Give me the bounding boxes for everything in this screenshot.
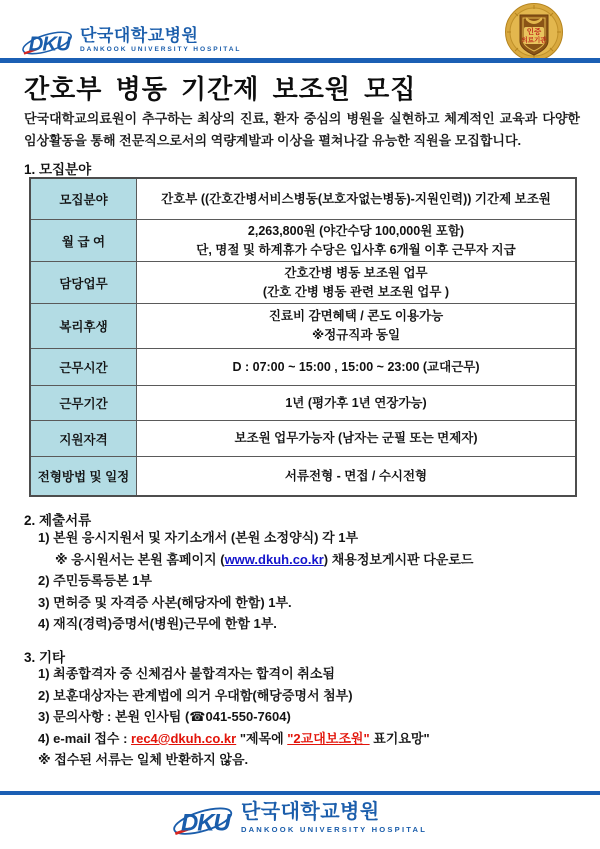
row-value: 간호간병 병동 보조원 업무 xyxy=(284,265,428,280)
accreditation-seal-icon xyxy=(498,3,570,66)
footer-divider xyxy=(0,791,600,795)
table-row xyxy=(31,220,575,262)
row-label: 지원자격 xyxy=(31,421,137,456)
row-label: 근무시간 xyxy=(31,349,137,385)
list-item: 2) 보훈대상자는 관계법에 의거 우대함(해당증명서 첨부) xyxy=(38,687,353,703)
table-row xyxy=(31,304,575,349)
svg-text:DKU: DKU xyxy=(180,809,230,837)
homepage-link[interactable]: www.dkuh.co.kr xyxy=(224,551,324,567)
section1-heading: 1. 모집분야 xyxy=(24,162,92,177)
row-value: (간호 간병 병동 관련 보조원 업무 ) xyxy=(262,284,450,299)
list-item-email: 4) e-mail 접수 : rec4@dkuh.co.kr "제목에 "2교대보조원" 표기요망" xyxy=(38,730,430,746)
table-row xyxy=(31,262,575,304)
row-label: 모집분야 xyxy=(31,179,137,219)
row-label: 담당업무 xyxy=(31,262,137,303)
table-row xyxy=(31,457,575,495)
row-label: 근무기간 xyxy=(31,386,137,420)
dku-logo-icon xyxy=(22,26,76,58)
intro-line1: 단국대학교의료원이 추구하는 최상의 진료, 환자 중심의 병원을 실현하고 체계적인 교육과 다양한 xyxy=(24,111,580,126)
row-value: 단, 명절 및 하계휴가 수당은 입사후 6개월 이후 근무자 지급 xyxy=(196,242,516,257)
list-item: 3) 문의사항 : 본원 인사팀 (☎041-550-7604) xyxy=(38,709,291,725)
row-value: 보조원 업무가능자 (남자는 군필 또는 면제자) xyxy=(234,431,478,445)
svg-text:의료기관: 의료기관 xyxy=(521,37,547,44)
list-item: 3) 면허증 및 자격증 사본(해당자에 한함) 1부. xyxy=(38,594,292,610)
recruitment-table xyxy=(29,177,577,497)
hospital-name-kr: 단국대학교병원 xyxy=(240,801,380,823)
dku-logo-icon xyxy=(173,801,237,839)
row-label: 월 급 여 xyxy=(31,220,137,261)
row-value: D : 07:00 ~ 15:00 , 15:00 ~ 23:00 (교대근무) xyxy=(232,359,480,374)
section2-heading: 2. 제출서류 xyxy=(24,513,92,528)
intro-line2: 임상활동을 통해 전문직으로서의 역량계발과 이상을 펼쳐나갈 유능한 직원을 모집합니다. xyxy=(24,133,522,148)
row-label: 복리후생 xyxy=(31,304,137,348)
row-value: 1년 (평가후 1년 연장가능) xyxy=(285,395,427,410)
table-row xyxy=(31,421,575,457)
hospital-logo-footer xyxy=(0,801,600,839)
list-item: 1) 최종합격자 중 신체검사 불합격자는 합격이 취소됨 xyxy=(38,666,335,681)
list-item: 2) 주민등록등본 1부 xyxy=(38,573,152,589)
row-label: 전형방법 및 일정 xyxy=(31,457,137,495)
list-item: 4) 재직(경력)증명서(병원)근무에 한함 1부. xyxy=(38,616,277,632)
row-value: 진료비 감면혜택 / 콘도 이용가능 xyxy=(268,309,444,323)
intro-paragraph xyxy=(24,108,580,152)
email-link[interactable]: rec4@dkuh.co.kr xyxy=(131,730,237,746)
svg-text:인증: 인증 xyxy=(526,27,542,36)
header-divider xyxy=(0,58,600,63)
row-value: ※정규직과 동일 xyxy=(311,328,401,342)
misc-list xyxy=(38,663,578,771)
list-item: 1) 본원 응시지원서 및 자기소개서 (본원 소정양식) 각 1부 xyxy=(38,530,359,545)
page-title: 간호부 병동 기간제 보조원 모집 xyxy=(24,74,417,104)
hospital-name-en: DANKOOK UNIVERSITY HOSPITAL xyxy=(240,825,428,834)
table-row xyxy=(31,349,575,386)
section3-heading: 3. 기타 xyxy=(24,650,66,665)
list-item-note: ※ 응시원서는 본원 홈페이지 (www.dkuh.co.kr) 채용정보게시판 다운로드 xyxy=(55,551,474,567)
hospital-name-en: DANKOOK UNIVERSITY HOSPITAL xyxy=(80,46,242,53)
svg-text:DKU: DKU xyxy=(28,33,70,56)
email-subject-tag: "2교대보조원" xyxy=(287,730,370,746)
submission-documents-list xyxy=(38,527,578,635)
list-item-note: ※ 접수된 서류는 일체 반환하지 않음. xyxy=(38,752,249,768)
table-row xyxy=(31,386,575,421)
row-value: 2,263,800원 (야간수당 100,000원 포함) xyxy=(247,223,465,238)
row-value: 간호부 ((간호간병서비스병동(보호자없는병동)-지원인력)) 기간제 보조원 xyxy=(161,191,551,206)
hospital-name-kr: 단국대학교병원 xyxy=(80,26,199,45)
hospital-logo-header xyxy=(22,26,241,58)
row-value: 서류전형 - 면접 / 수시전형 xyxy=(284,468,428,483)
table-row xyxy=(31,179,575,220)
